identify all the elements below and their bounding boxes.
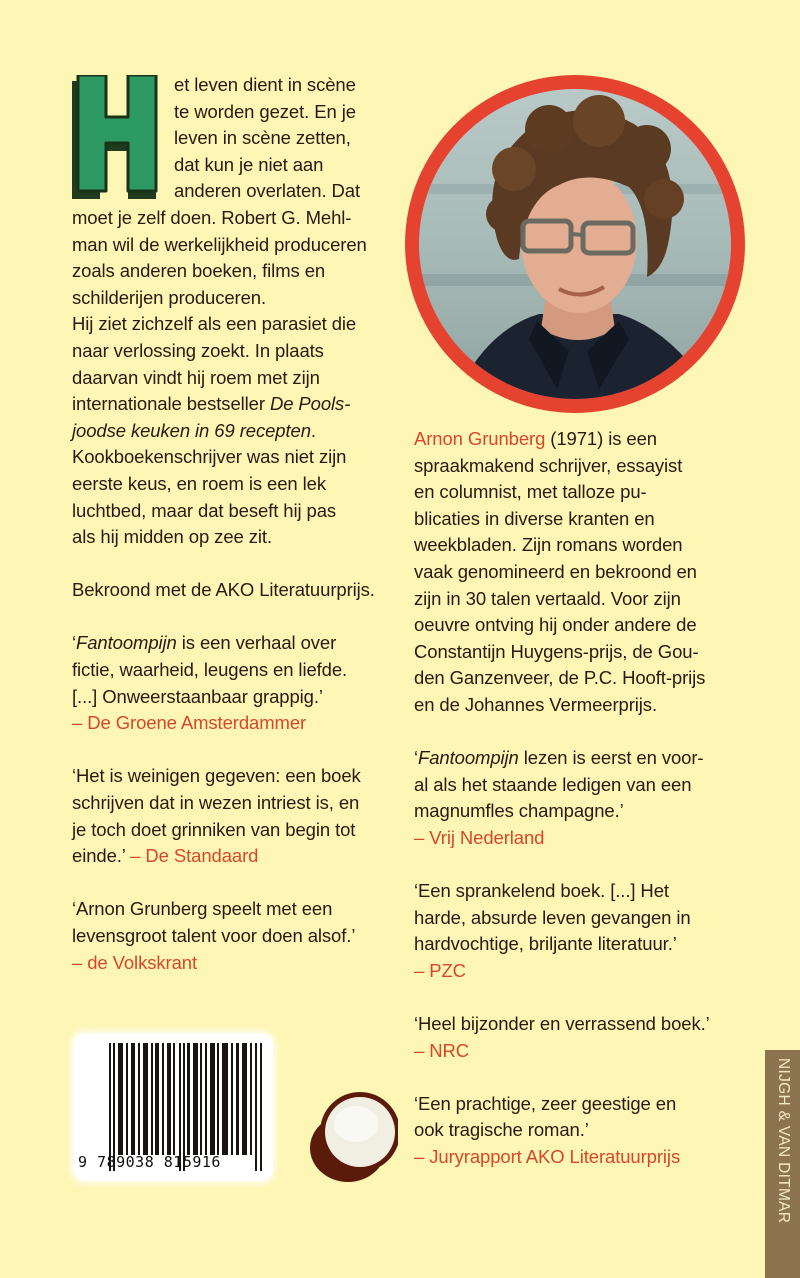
quote-title-italic: Fantoompijn — [76, 632, 177, 654]
quote-standaard — [72, 763, 402, 869]
quote-source: – NRC — [414, 1039, 470, 1061]
blurb-line: luchtbed, maar dat beseft hij pas — [72, 499, 337, 521]
bio-line: blicaties in diverse kranten en — [414, 507, 655, 529]
blurb-line: eerste keus, en roem is een lek — [72, 472, 326, 494]
quote-line — [72, 630, 402, 657]
isbn-number: 9 789038 815916 — [78, 1153, 221, 1171]
quote-text: lezen is eerst en voor- — [518, 747, 704, 769]
quote-nrc — [414, 1011, 749, 1064]
quote-line: ‘Een sprankelend boek. [...] Het — [414, 880, 669, 902]
quote-line: magnumfles champagne.’ — [414, 800, 624, 822]
blurb-line: naar verlossing zoekt. In plaats — [72, 339, 324, 361]
author-bio — [414, 426, 749, 719]
quote-line: ‘Het is weinigen gegeven: een boek — [72, 765, 361, 787]
quote-text: einde.’ — [72, 845, 131, 867]
quote-source: – De Standaard — [130, 845, 259, 867]
quote-line: ‘Een prachtige, zeer geestige en — [414, 1092, 677, 1114]
blurb-line: anderen overlaten. Dat — [174, 180, 361, 202]
quote-source: – de Volkskrant — [72, 951, 197, 973]
quote-source: – Vrij Nederland — [414, 826, 545, 848]
quote-open: ‘ — [414, 747, 419, 769]
right-column — [414, 426, 749, 1197]
publisher-spine-strip — [765, 1050, 800, 1278]
isbn-barcode — [73, 1033, 273, 1181]
author-name: Arnon Grunberg — [414, 428, 546, 449]
quote-line: je toch doet grinniken van begin tot — [72, 818, 356, 840]
blurb-line: et leven dient in scène — [174, 74, 356, 95]
blurb-line — [72, 418, 402, 445]
author-photo — [419, 89, 731, 399]
ball-logo-icon — [308, 1088, 398, 1183]
blurb-text: internationale bestseller — [72, 393, 270, 415]
quote-line: fictie, waarheid, leugens en liefde. — [72, 659, 348, 681]
quote-open: ‘ — [72, 632, 77, 654]
barcode-icon — [109, 1043, 264, 1171]
publisher-name: NIJGH & VAN DITMAR — [774, 1058, 792, 1224]
book-title-italic: joodse keuken in 69 recepten — [72, 419, 311, 441]
quote-volkskrant — [72, 896, 402, 976]
quote-line: ‘Arnon Grunberg speelt met een — [72, 898, 333, 920]
bio-text: (1971) is een — [545, 428, 657, 449]
quote-line: [...] Onweerstaanbaar grappig.’ — [72, 685, 323, 707]
bio-line: weekbladen. Zijn romans worden — [414, 534, 683, 556]
quote-line — [72, 843, 402, 870]
bio-line: vaak genomineerd en bekroond en — [414, 560, 697, 582]
quote-line — [414, 745, 749, 772]
book-title-italic: De Pools- — [269, 393, 351, 415]
bio-line: oeuvre ontving hij onder andere de — [414, 614, 697, 636]
quote-pzc — [414, 878, 749, 984]
quote-source: – Juryrapport AKO Literatuurprijs — [414, 1146, 681, 1168]
publisher-logo — [308, 1088, 398, 1183]
blurb-line: te worden gezet. En je — [174, 100, 356, 122]
bio-line: zijn in 30 talen vertaald. Voor zijn — [414, 587, 681, 609]
dropcap-h-icon — [72, 75, 162, 199]
quote-title-italic: Fantoompijn — [418, 747, 519, 769]
blurb-line — [72, 391, 402, 418]
blurb-line: moet je zelf doen. Robert G. Mehl- — [72, 206, 352, 228]
blurb-line: Kookboekenschrijver was niet zijn — [72, 446, 347, 468]
quote-line: ‘Heel bijzonder en verrassend boek.’ — [414, 1013, 710, 1035]
award-line: Bekroond met de AKO Literatuurprijs. — [72, 579, 375, 601]
quote-groene — [72, 630, 402, 736]
quote-line: harde, absurde leven gevangen in — [414, 906, 691, 928]
quote-text: is een verhaal over — [176, 632, 337, 654]
blurb-line: zoals anderen boeken, films en — [72, 260, 326, 282]
blurb-line: dat kun je niet aan — [174, 153, 324, 175]
blurb-line: leven in scène zetten, — [174, 127, 351, 149]
quote-vrij-nederland — [414, 745, 749, 851]
dropcap-h — [72, 75, 162, 199]
bio-line — [414, 426, 749, 453]
blurb-line: man wil de werkelijkheid produceren — [72, 233, 367, 255]
bio-line: Constantijn Huygens-prijs, de Gou- — [414, 640, 699, 662]
quote-line: ook tragische roman.’ — [414, 1119, 589, 1141]
quote-line: schrijven dat in wezen intriest is, en — [72, 792, 360, 814]
blurb-line: schilderijen produceren. — [72, 286, 267, 308]
blurb-line: als hij midden op zee zit. — [72, 526, 272, 548]
bio-line: en de Johannes Vermeerprijs. — [414, 693, 657, 715]
quote-juryrapport — [414, 1091, 749, 1171]
blurb — [72, 72, 402, 551]
bio-line: den Ganzenveer, de P.C. Hooft-prijs — [414, 667, 706, 689]
quote-source: – PZC — [414, 959, 466, 981]
quote-line: levensgroot talent voor doen alsof.’ — [72, 925, 356, 946]
quote-line: hardvochtige, briljante literatuur.’ — [414, 933, 677, 955]
blurb-line: Hij ziet zichzelf als een parasiet die — [72, 313, 357, 335]
blurb-text: . — [310, 419, 316, 441]
author-photo-ring — [405, 75, 745, 413]
quote-line: al als het staande ledigen van een — [414, 773, 692, 795]
blurb-line: daarvan vindt hij roem met zijn — [72, 366, 320, 388]
bio-line: spraakmakend schrijver, essayist — [414, 454, 683, 476]
quote-source: – De Groene Amsterdammer — [72, 712, 307, 734]
author-portrait-icon — [419, 89, 731, 399]
left-column — [72, 72, 402, 1003]
bio-line: en columnist, met talloze pu- — [414, 481, 647, 503]
